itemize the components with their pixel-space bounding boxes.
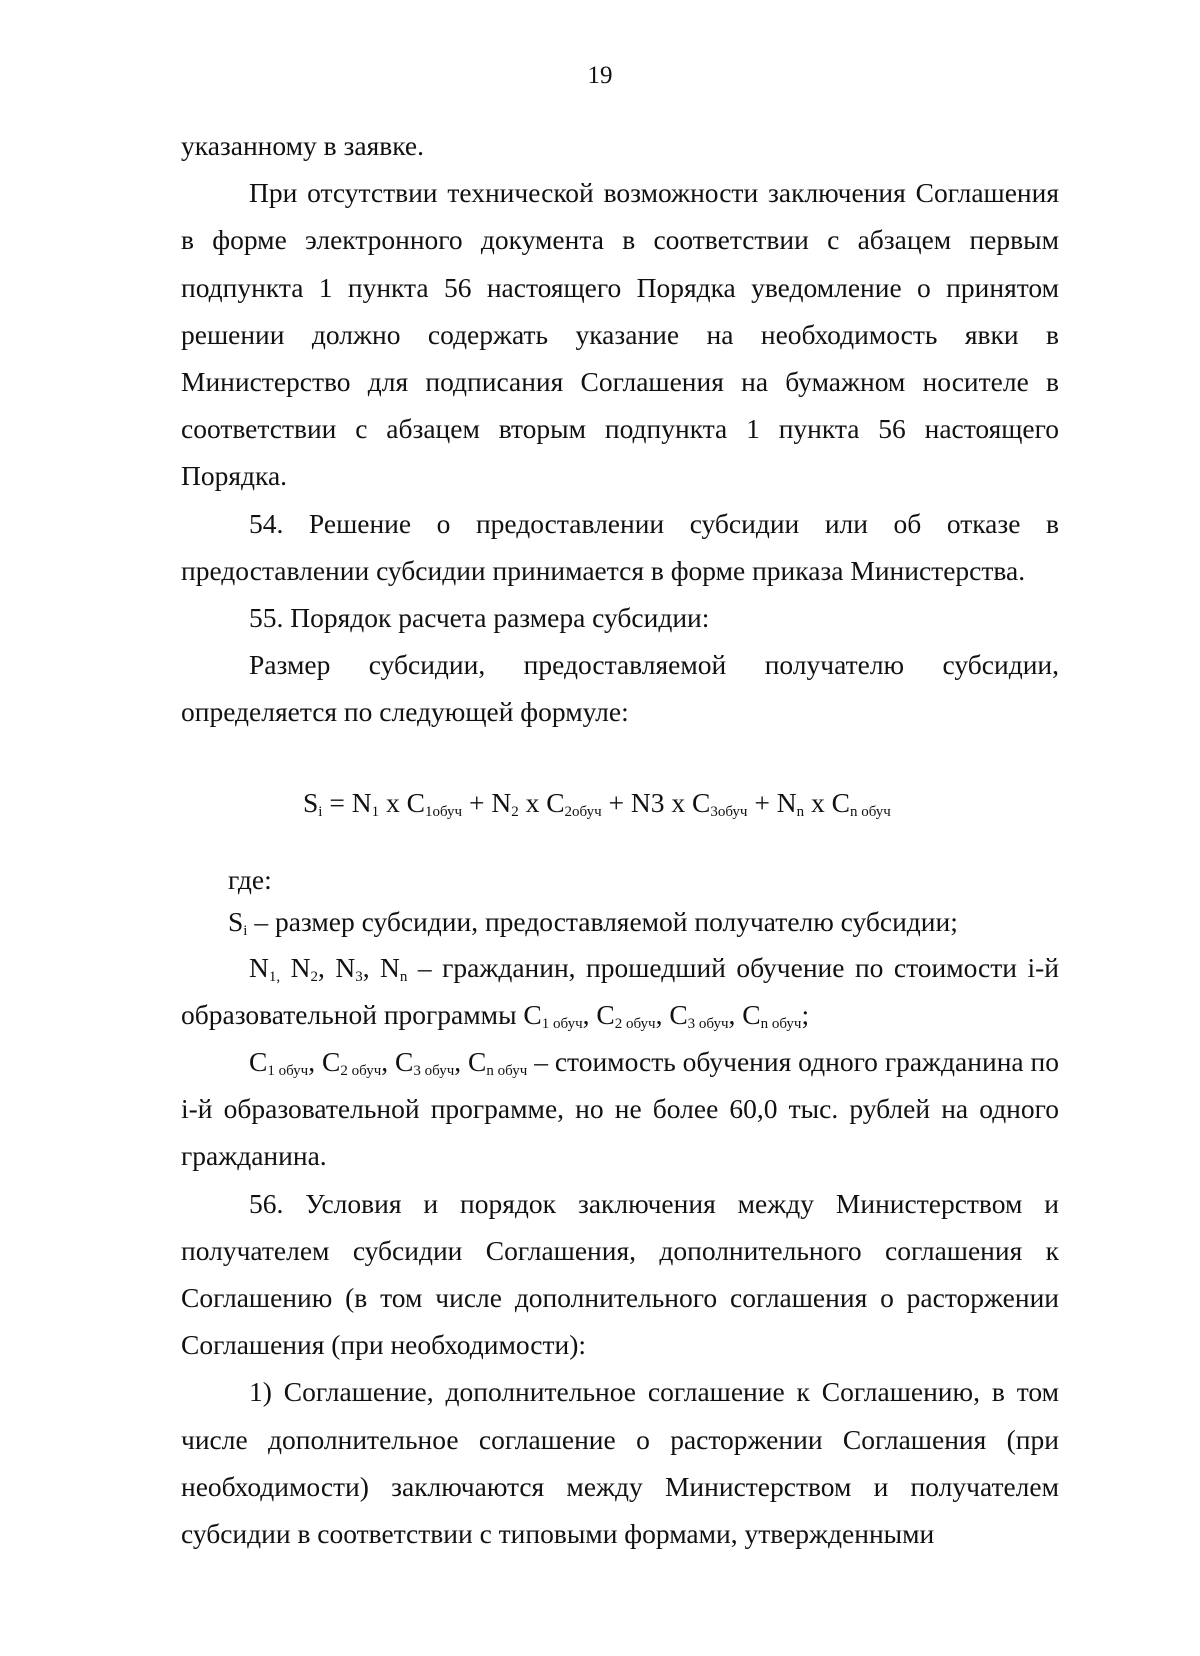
paragraph-subsidy-size: Размер субсидии, предоставляемой получателю субсидии, определяется по следующей формуле: — [181, 649, 1059, 728]
def-n-c1-sub: 1 обуч — [541, 1015, 583, 1032]
formula-n1-sub: 1 — [371, 803, 380, 820]
def-c1: C — [249, 1046, 268, 1078]
formula-c3: C — [692, 786, 711, 818]
formula-cn: C — [831, 786, 850, 818]
formula-c2-sub: 2обуч — [564, 803, 602, 820]
formula-plus1: + — [462, 786, 492, 818]
formula-eq: = — [322, 786, 352, 818]
formula-x2: x — [518, 786, 547, 818]
formula-c3-sub: 3обуч — [710, 803, 748, 820]
def-c3: , C — [381, 1046, 414, 1078]
page-number: 19 — [587, 62, 613, 89]
def-n-text: – гражданин, прошедший обучение по стоимости i-й образовательной программы — [181, 951, 1059, 1030]
formula-n2-sub: 2 — [511, 803, 519, 820]
def-n-end: ; — [801, 998, 810, 1030]
document-body — [181, 122, 1059, 1557]
def-n1-sub: 1, — [268, 968, 281, 985]
definition-si — [181, 900, 1059, 944]
def-nn-sub: n — [399, 968, 408, 985]
def-n-c3-sub: 3 обуч — [687, 1015, 729, 1032]
formula-x1: x — [379, 786, 407, 818]
def-cn: , C — [454, 1046, 487, 1078]
def-n2-sub: 2 — [310, 968, 318, 985]
def-n1: N — [249, 951, 269, 983]
def-c1-sub: 1 обуч — [267, 1063, 309, 1080]
def-c-text: – стоимость обучения одного гражданина по i-й образовательной программе, но не более 60,0 тыс. рублей на одного гражданина. — [181, 1046, 1059, 1172]
paragraph-56-1: 1) Соглашение, дополнительное соглашение к Соглашению, в том числе дополнительное соглашение о расторжении Соглашения (при необходимости) заключаются между Министерством и получателем субсидии в соответствии с типовыми формами, утвержденными — [181, 1376, 1059, 1550]
formula-nn: N — [776, 786, 797, 818]
def-n-c2: , C — [582, 998, 615, 1030]
formula-c2: C — [546, 786, 565, 818]
def-n3: , N — [317, 951, 356, 983]
formula-plus3: + — [747, 786, 777, 818]
formula-cn-sub: n обуч — [849, 803, 891, 820]
formula-n2: N — [491, 786, 512, 818]
formula-c1: C — [406, 786, 425, 818]
paragraph-56: 56. Условия и порядок заключения между Министерством и получателем субсидии Соглашения, дополнительного соглашения к Соглашению (в том числе дополнительного соглашения о расторжении Соглашения (при необходимости): — [181, 1187, 1059, 1361]
def-n2: N — [280, 951, 311, 983]
subsidy-formula — [181, 779, 1059, 826]
def-n-cn: , C — [728, 998, 761, 1030]
formula-nn-sub: n — [796, 803, 805, 820]
def-si-sub: i — [243, 922, 248, 939]
where-label: где: — [228, 863, 272, 895]
def-n-c1: C — [523, 998, 542, 1030]
formula-plus2: + N3 x — [601, 786, 693, 818]
definition-n — [181, 944, 1059, 1038]
formula-s: S — [303, 786, 319, 818]
def-nn: , N — [362, 951, 400, 983]
def-c2-sub: 2 обуч — [340, 1063, 382, 1080]
def-n-cn-sub: n обуч — [760, 1015, 802, 1032]
formula-n1: N — [351, 786, 372, 818]
formula-x4: x — [804, 786, 832, 818]
paragraph-54: 54. Решение о предоставлении субсидии или об отказе в предоставлении субсидии принимается в форме приказа Министерства. — [181, 507, 1059, 586]
def-n-c2-sub: 2 обуч — [614, 1015, 656, 1032]
def-c2: , C — [308, 1046, 341, 1078]
formula-c1-sub: 1обуч — [424, 803, 463, 820]
definition-c — [181, 1038, 1059, 1180]
def-c3-sub: 3 обуч — [413, 1063, 455, 1080]
def-n3-sub: 3 — [355, 968, 363, 985]
def-n-c3: , C — [655, 998, 688, 1030]
formula-s-sub: i — [318, 803, 323, 820]
def-si-symbol: S — [228, 905, 244, 937]
def-si-text: – размер субсидии, предоставляемой получателю субсидии; — [247, 905, 958, 937]
paragraph-55: 55. Порядок расчета размера субсидии: — [249, 602, 710, 634]
paragraph-continuation: указанному в заявке. — [181, 130, 424, 161]
def-cn-sub: n обуч — [486, 1063, 528, 1080]
paragraph-no-technical-possibility: При отсутствии технической возможности заключения Соглашения в форме электронного документа в соответствии с абзацем первым подпункта 1 пункта 56 настоящего Порядка уведомление о принятом решении должно содержать указание на необходимость явки в Министерство для подписания Соглашения на бумажном носителе в соответствии с абзацем вторым подпункта 1 пункта 56 настоящего Порядка. — [181, 177, 1059, 492]
